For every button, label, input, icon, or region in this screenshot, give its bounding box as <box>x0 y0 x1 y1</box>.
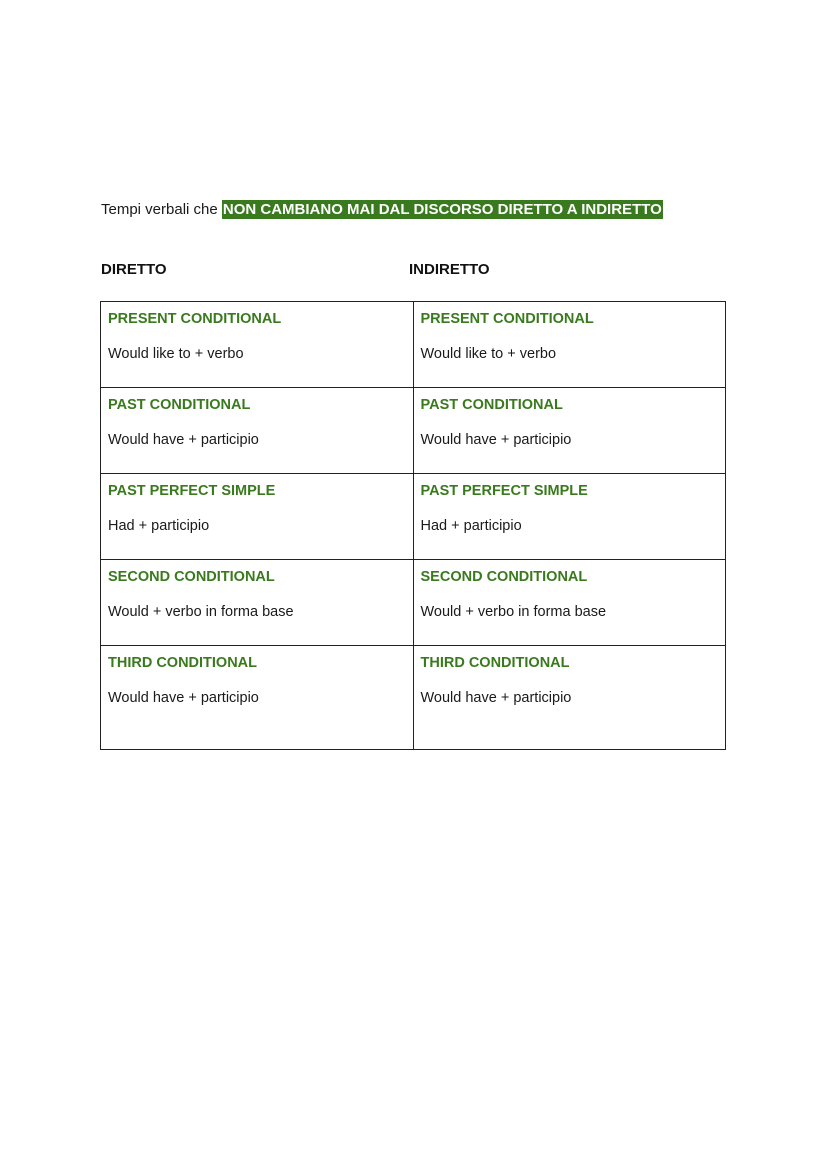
intro-prefix: Tempi verbali che <box>101 201 222 218</box>
intro-highlight: NON CAMBIANO MAI DAL DISCORSO DIRETTO A INDIRETTO <box>222 201 662 218</box>
table-row <box>101 646 726 750</box>
tense-name: PAST CONDITIONAL <box>108 397 251 413</box>
direct-cell <box>101 388 414 474</box>
tense-form: Would + verbo in forma base <box>420 604 607 620</box>
direct-cell <box>101 302 414 388</box>
tense-form: Would like to + verbo <box>420 346 557 362</box>
tense-name: SECOND CONDITIONAL <box>420 569 588 585</box>
tense-name: PRESENT CONDITIONAL <box>420 311 594 327</box>
tense-name: PRESENT CONDITIONAL <box>108 311 282 327</box>
table-row <box>101 388 726 474</box>
tense-form: Would have + participio <box>420 432 572 448</box>
intro-line <box>101 200 663 220</box>
indirect-cell <box>413 474 726 560</box>
tense-form: Would have + participio <box>420 690 572 706</box>
table-row <box>101 560 726 646</box>
tense-form: Would like to + verbo <box>108 346 244 362</box>
direct-cell <box>101 474 414 560</box>
indirect-cell <box>413 388 726 474</box>
tense-form: Had + participio <box>108 518 210 534</box>
column-header-indirect: INDIRETTO <box>409 261 490 278</box>
tense-name: THIRD CONDITIONAL <box>420 655 570 671</box>
table-row <box>101 474 726 560</box>
tense-form: Would have + participio <box>108 432 259 448</box>
tense-form: Would have + participio <box>108 690 259 706</box>
tense-name: PAST PERFECT SIMPLE <box>108 483 276 499</box>
indirect-cell <box>413 560 726 646</box>
tenses-table <box>100 301 726 750</box>
column-header-direct: DIRETTO <box>101 261 167 278</box>
indirect-cell <box>413 302 726 388</box>
tense-name: PAST CONDITIONAL <box>420 397 563 413</box>
tense-name: THIRD CONDITIONAL <box>108 655 258 671</box>
tense-form: Would + verbo in forma base <box>108 604 294 620</box>
indirect-cell <box>413 646 726 750</box>
table-row <box>101 302 726 388</box>
tense-name: SECOND CONDITIONAL <box>108 569 275 585</box>
tense-name: PAST PERFECT SIMPLE <box>420 483 588 499</box>
direct-cell <box>101 560 414 646</box>
tense-form: Had + participio <box>420 518 522 534</box>
direct-cell <box>101 646 414 750</box>
